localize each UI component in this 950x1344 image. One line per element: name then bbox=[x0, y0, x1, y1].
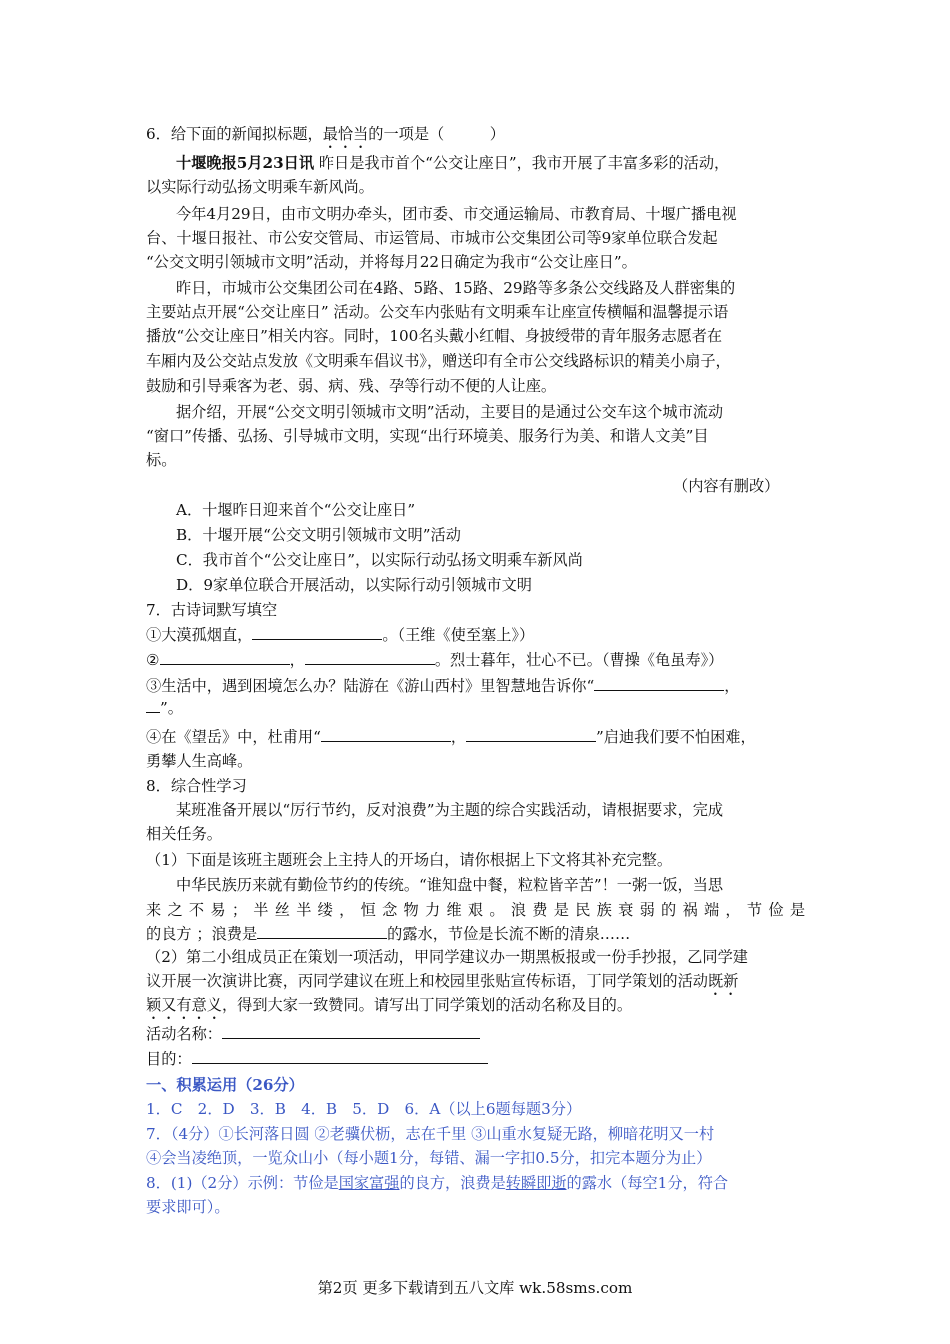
answer-blank bbox=[160, 648, 290, 665]
q6-note: （内容有删改） bbox=[673, 477, 780, 495]
q7-title: 7．古诗词默写填空 bbox=[146, 601, 278, 619]
q6-option-c: C．我市首个“公交让座日”，以实际行动弘扬文明乘车新风尚 bbox=[176, 551, 583, 569]
answer-blank bbox=[146, 696, 160, 713]
q7-line-1: ①大漠孤烟直， 。（王维《使至塞上》） bbox=[146, 623, 534, 647]
q8-sub1-l3: 的良方 ；浪费是 的露水，节俭是长流不断的清泉…… bbox=[146, 922, 630, 946]
q8-intro-l1: 某班准备开展以“厉行节约，反对浪费”为主题的综合实践活动，请根据要求，完成 bbox=[176, 801, 724, 819]
q6-p4-l2: “窗口”传播、弘扬、引导城市文明，实现“出行环境美、服务行为美、和谐人文美”目 bbox=[146, 427, 709, 445]
q8-sub1: （1）下面是该班主题班会上主持人的开场白，请你根据上下文将其补充完整。 bbox=[146, 851, 673, 869]
q6-stem: 6．给下面的新闻拟标题，最恰当的一项是（ ） bbox=[146, 125, 505, 143]
q7-line-4: ④在《望岳》中，杜甫用“ ， ”启迪我们要不怕困难， bbox=[146, 725, 756, 749]
q8-sub2-l1: （2）第二小组成员正在策划一项活动，甲同学建议办一期黑板报或一份手抄报，乙同学建 bbox=[146, 948, 748, 966]
answers-line-1: 1．C 2．D 3．B 4．B 5．D 6．A（以上6题每题3分） bbox=[146, 1100, 582, 1118]
q6-p3-l4: 车厢内及公交站点发放《文明乘车倡议书》，赠送印有全市公交线路标识的精美小扇子， bbox=[146, 352, 731, 370]
answer-blank bbox=[466, 725, 596, 742]
q6-p2-l2: 台、十堰日报社、市公安交管局、市运管局、市城市公交集团公司等9家单位联合发起 bbox=[146, 229, 718, 247]
purpose-blank bbox=[192, 1047, 488, 1064]
answer-blank bbox=[305, 648, 435, 665]
answer-blank bbox=[257, 922, 387, 939]
q6-p3-l5: 鼓励和引导乘客为老、弱、病、残、孕等行动不便的人让座。 bbox=[146, 377, 557, 395]
q6-p1-l2: 以实际行动弘扬文明乘车新风尚。 bbox=[146, 178, 374, 196]
q8-sub1-l1: 中华民族历来就有勤俭节约的传统。“谁知盘中餐，粒粒皆辛苦”！一粥一饭，当思 bbox=[176, 876, 724, 894]
answers-heading: 一、积累运用（26分） bbox=[146, 1076, 304, 1094]
q6-p3-l1: 昨日，市城市公交集团公司在4路、5路、15路、29路等多条公交线路及人群密集的 bbox=[176, 279, 736, 297]
q6-p2-l3: “公交文明引领城市文明”活动，并将每月22日确定为我市“公交让座日”。 bbox=[146, 253, 637, 271]
q8-sub2-l3: 颖又有意义，得到大家一致赞同。请写出丁同学策划的活动名称及目的。 bbox=[146, 996, 632, 1014]
purpose-row: 目的： bbox=[146, 1047, 488, 1071]
answer-blank bbox=[594, 674, 724, 691]
activity-name-blank bbox=[222, 1022, 480, 1039]
q7-line-3b: ”。 bbox=[146, 696, 183, 720]
q6-p3-l3: 播放“公交让座日”相关内容。同时，100名头戴小红帽、身披绶带的青年服务志愿者在 bbox=[146, 327, 723, 345]
activity-name-row: 活动名称： bbox=[146, 1022, 480, 1046]
q6-p2-l1: 今年4月29日，由市文明办牵头，团市委、市交通运输局、市教育局、十堰广播电视 bbox=[176, 205, 737, 223]
answers-q7-l2: ④会当凌绝顶，一览众山小（每小题1分，每错、漏一字扣0.5分，扣完本题分为止） bbox=[146, 1149, 712, 1167]
q7-line-2: ② ， 。烈士暮年，壮心不已。（曹操《龟虽寿》） bbox=[146, 648, 723, 672]
q6-p3-l2: 主要站点开展“公交让座日” 活动。公交车内张贴有文明乘车让座宣传横幅和温馨提示语 bbox=[146, 303, 729, 321]
q6-option-b: B．十堰开展“公交文明引领城市文明”活动 bbox=[176, 526, 461, 544]
q8-intro-l2: 相关任务。 bbox=[146, 825, 222, 843]
page-footer: 第2页 更多下载请到五八文库 wk.58sms.com bbox=[317, 1279, 633, 1297]
answer-blank bbox=[252, 623, 382, 640]
q8-sub1-l2: 来之不易；半丝半缕，恒念物力维艰。浪费是民族衰弱的祸端，节俭是 bbox=[146, 901, 805, 919]
q6-p1-l1: 十堰晚报5月23日讯 昨日是我市首个“公交让座日”，我市开展了丰富多彩的活动， bbox=[176, 154, 730, 172]
q6-option-a: A．十堰昨日迎来首个“公交让座日” bbox=[176, 501, 416, 519]
q8-title: 8．综合性学习 bbox=[146, 777, 247, 795]
q7-line-4b: 勇攀人生高峰。 bbox=[146, 752, 253, 770]
q8-sub2-l2: 议开展一次演讲比赛，丙同学建议在班上和校园里张贴宣传标语，丁同学策划的活动既新 bbox=[146, 972, 739, 990]
answers-q8-l1: 8．(1)（2分）示例：节俭是国家富强的良方，浪费是转瞬即逝的露水（每空1分，符合 bbox=[146, 1174, 729, 1192]
answers-q8-l2: 要求即可）。 bbox=[146, 1198, 230, 1216]
q6-p4-l1: 据介绍，开展“公交文明引领城市文明”活动，主要目的是通过公交车这个城市流动 bbox=[176, 403, 724, 421]
q6-p4-l3: 标。 bbox=[146, 451, 177, 469]
answer-blank bbox=[321, 725, 451, 742]
q6-option-d: D．9家单位联合开展活动，以实际行动引领城市文明 bbox=[176, 576, 532, 594]
q7-line-3: ③生活中，遇到困境怎么办？陆游在《游山西村》里智慧地告诉你“ ， bbox=[146, 674, 739, 698]
news-dateline: 十堰晚报5月23日讯 bbox=[176, 154, 315, 172]
answers-q7-l1: 7．（4分）①长河落日圆 ②老骥伏枥，志在千里 ③山重水复疑无路，柳暗花明又一村 bbox=[146, 1125, 715, 1143]
